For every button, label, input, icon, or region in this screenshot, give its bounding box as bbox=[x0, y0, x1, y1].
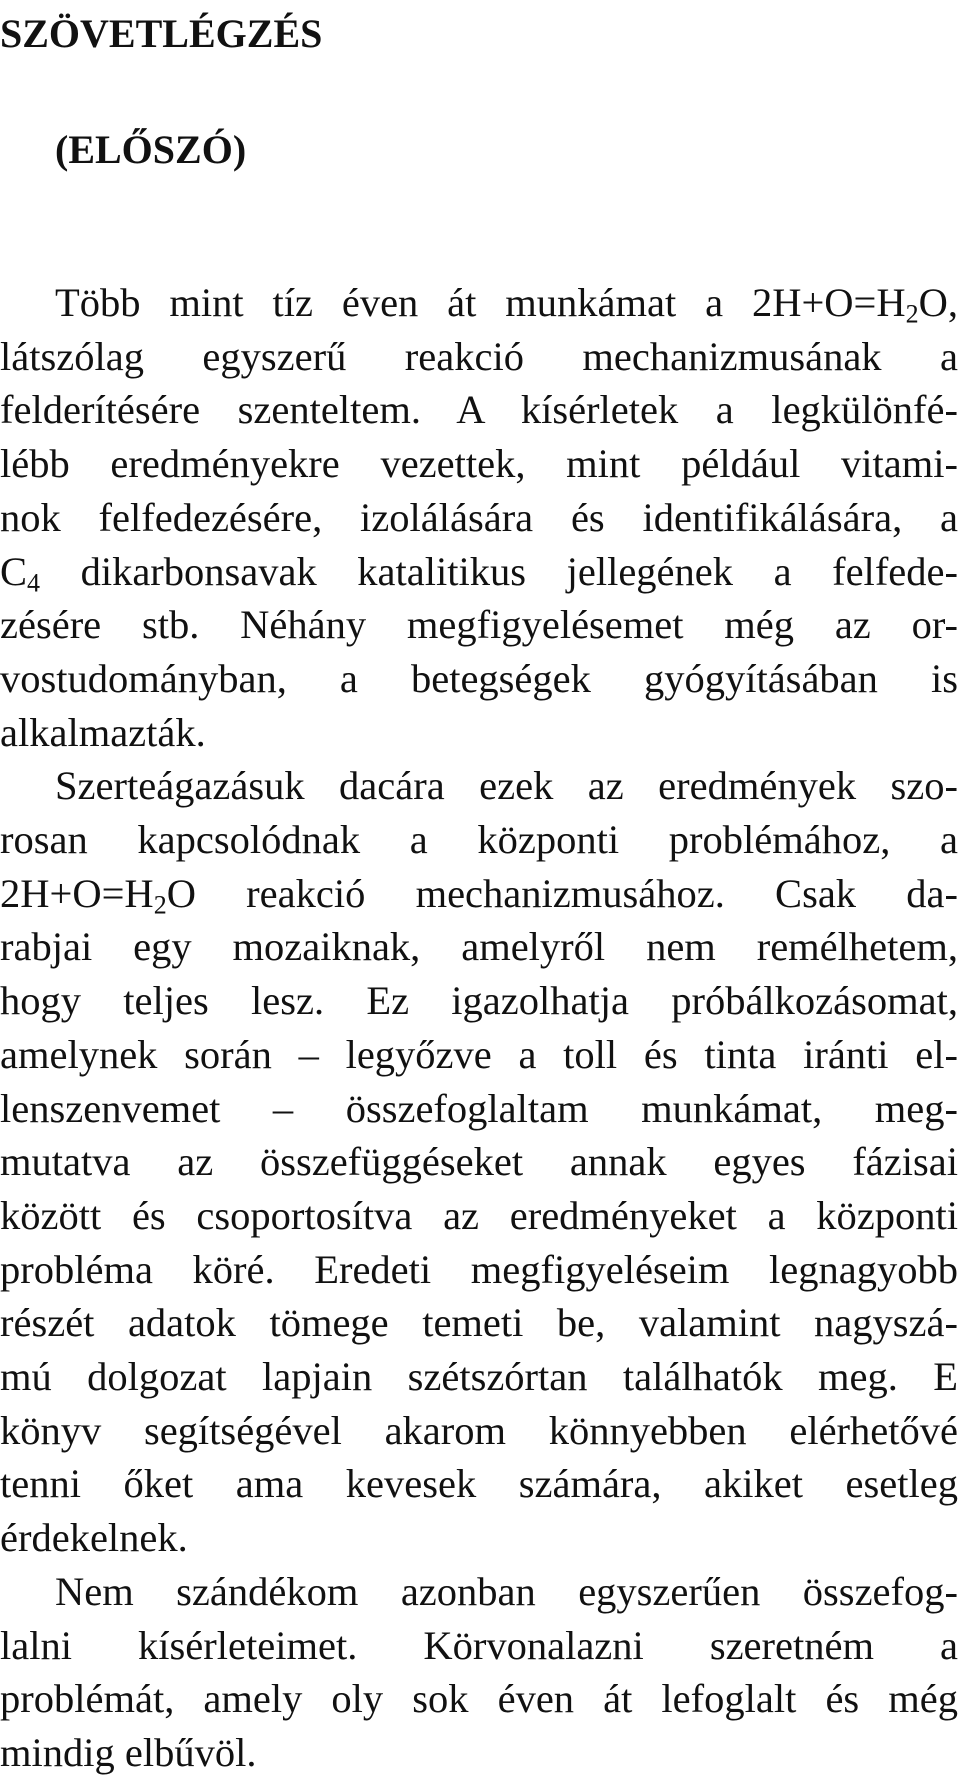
text-run: alkalmazták. bbox=[0, 709, 206, 755]
text-run: érdekelnek. bbox=[0, 1515, 188, 1561]
text-run: C bbox=[0, 548, 28, 594]
paragraph bbox=[0, 276, 958, 759]
text-run: lenszenvemet – összefoglaltam munkámat, meg- bbox=[0, 1085, 958, 1131]
text-line bbox=[0, 545, 958, 599]
text-line bbox=[0, 437, 958, 491]
paragraph bbox=[0, 1565, 958, 1780]
text-line bbox=[0, 1457, 958, 1511]
text-run: lébb eredményekre vezettek, mint például vitami- bbox=[0, 441, 958, 487]
text-line bbox=[0, 1028, 958, 1082]
text-run: rosan kapcsolódnak a központi problémához, a bbox=[0, 817, 958, 863]
text-line bbox=[0, 330, 958, 384]
text-run: 2H+O=H bbox=[0, 870, 154, 916]
text-run: részét adatok tömege temeti be, valamint nagyszá- bbox=[0, 1300, 958, 1346]
text-run: zésére stb. Néhány megfigyelésemet még az or- bbox=[0, 602, 958, 648]
text-line bbox=[0, 1404, 958, 1458]
text-run: látszólag egyszerű reakció mechanizmusának a bbox=[0, 333, 958, 379]
text-line bbox=[0, 1296, 958, 1350]
text-line bbox=[0, 383, 958, 437]
text-line bbox=[0, 652, 958, 706]
document-body bbox=[0, 276, 958, 1780]
text-line bbox=[0, 867, 958, 921]
text-run: nok felfedezésére, izolálására és identifikálására, a bbox=[0, 494, 958, 540]
document-subtitle: (ELŐSZÓ) bbox=[55, 127, 247, 172]
text-line bbox=[0, 491, 958, 545]
text-run: O reakció mechanizmusához. Csak da- bbox=[166, 870, 958, 916]
text-run: felderítésére szenteltem. A kísérletek a legkülönfé- bbox=[0, 387, 958, 433]
text-run: Nem szándékom azonban egyszerűen összefog- bbox=[55, 1568, 958, 1614]
text-line bbox=[0, 1511, 958, 1565]
text-line bbox=[0, 920, 958, 974]
text-line bbox=[0, 706, 958, 760]
text-run: Több mint tíz éven át munkámat a 2H+O=H bbox=[55, 280, 906, 325]
text-run: mú dolgozat lapjain szétszórtan találhatók meg. E bbox=[0, 1354, 958, 1400]
paragraph bbox=[0, 759, 958, 1565]
subscript: 4 bbox=[27, 568, 41, 598]
subscript: 2 bbox=[905, 299, 919, 329]
text-run: könyv segítségével akarom könnyebben elérhetővé bbox=[0, 1407, 958, 1453]
text-line bbox=[0, 759, 958, 813]
text-line bbox=[0, 1619, 958, 1673]
text-run: rabjai egy mozaiknak, amelyről nem remélhetem, bbox=[0, 924, 958, 970]
text-run: dikarbonsavak katalitikus jellegének a felfede- bbox=[40, 548, 958, 594]
text-line bbox=[0, 1350, 958, 1404]
text-line bbox=[0, 276, 958, 330]
text-line bbox=[0, 1672, 958, 1726]
text-run: mutatva az összefüggéseket annak egyes fázisai bbox=[0, 1139, 958, 1185]
text-run: amelynek során – legyőzve a toll és tinta iránti el- bbox=[0, 1031, 958, 1077]
text-run: mindig elbűvöl. bbox=[0, 1729, 257, 1775]
subscript: 2 bbox=[153, 890, 167, 920]
text-run: lalni kísérleteimet. Körvonalazni szeretném a bbox=[0, 1622, 958, 1668]
text-line bbox=[0, 1135, 958, 1189]
text-run: között és csoportosítva az eredményeket a központi bbox=[0, 1192, 958, 1238]
text-line bbox=[0, 1565, 958, 1619]
text-line bbox=[0, 1082, 958, 1136]
document-title: SZÖVETLÉGZÉS bbox=[0, 11, 323, 56]
text-run: O, bbox=[918, 280, 958, 325]
text-line bbox=[0, 1189, 958, 1243]
text-run: Szerteágazásuk dacára ezek az eredmények szo- bbox=[55, 763, 958, 809]
text-line bbox=[0, 813, 958, 867]
text-line bbox=[0, 1243, 958, 1297]
text-run: tenni őket ama kevesek számára, akiket esetleg bbox=[0, 1461, 958, 1507]
text-run: hogy teljes lesz. Ez igazolhatja próbálkozásomat, bbox=[0, 978, 958, 1024]
text-line bbox=[0, 598, 958, 652]
text-run: problémát, amely oly sok éven át lefoglalt és még bbox=[0, 1676, 958, 1722]
text-line bbox=[0, 974, 958, 1028]
text-run: vostudományban, a betegségek gyógyításában is bbox=[0, 655, 958, 701]
text-line bbox=[0, 1726, 958, 1780]
text-run: probléma köré. Eredeti megfigyeléseim legnagyobb bbox=[0, 1246, 958, 1292]
